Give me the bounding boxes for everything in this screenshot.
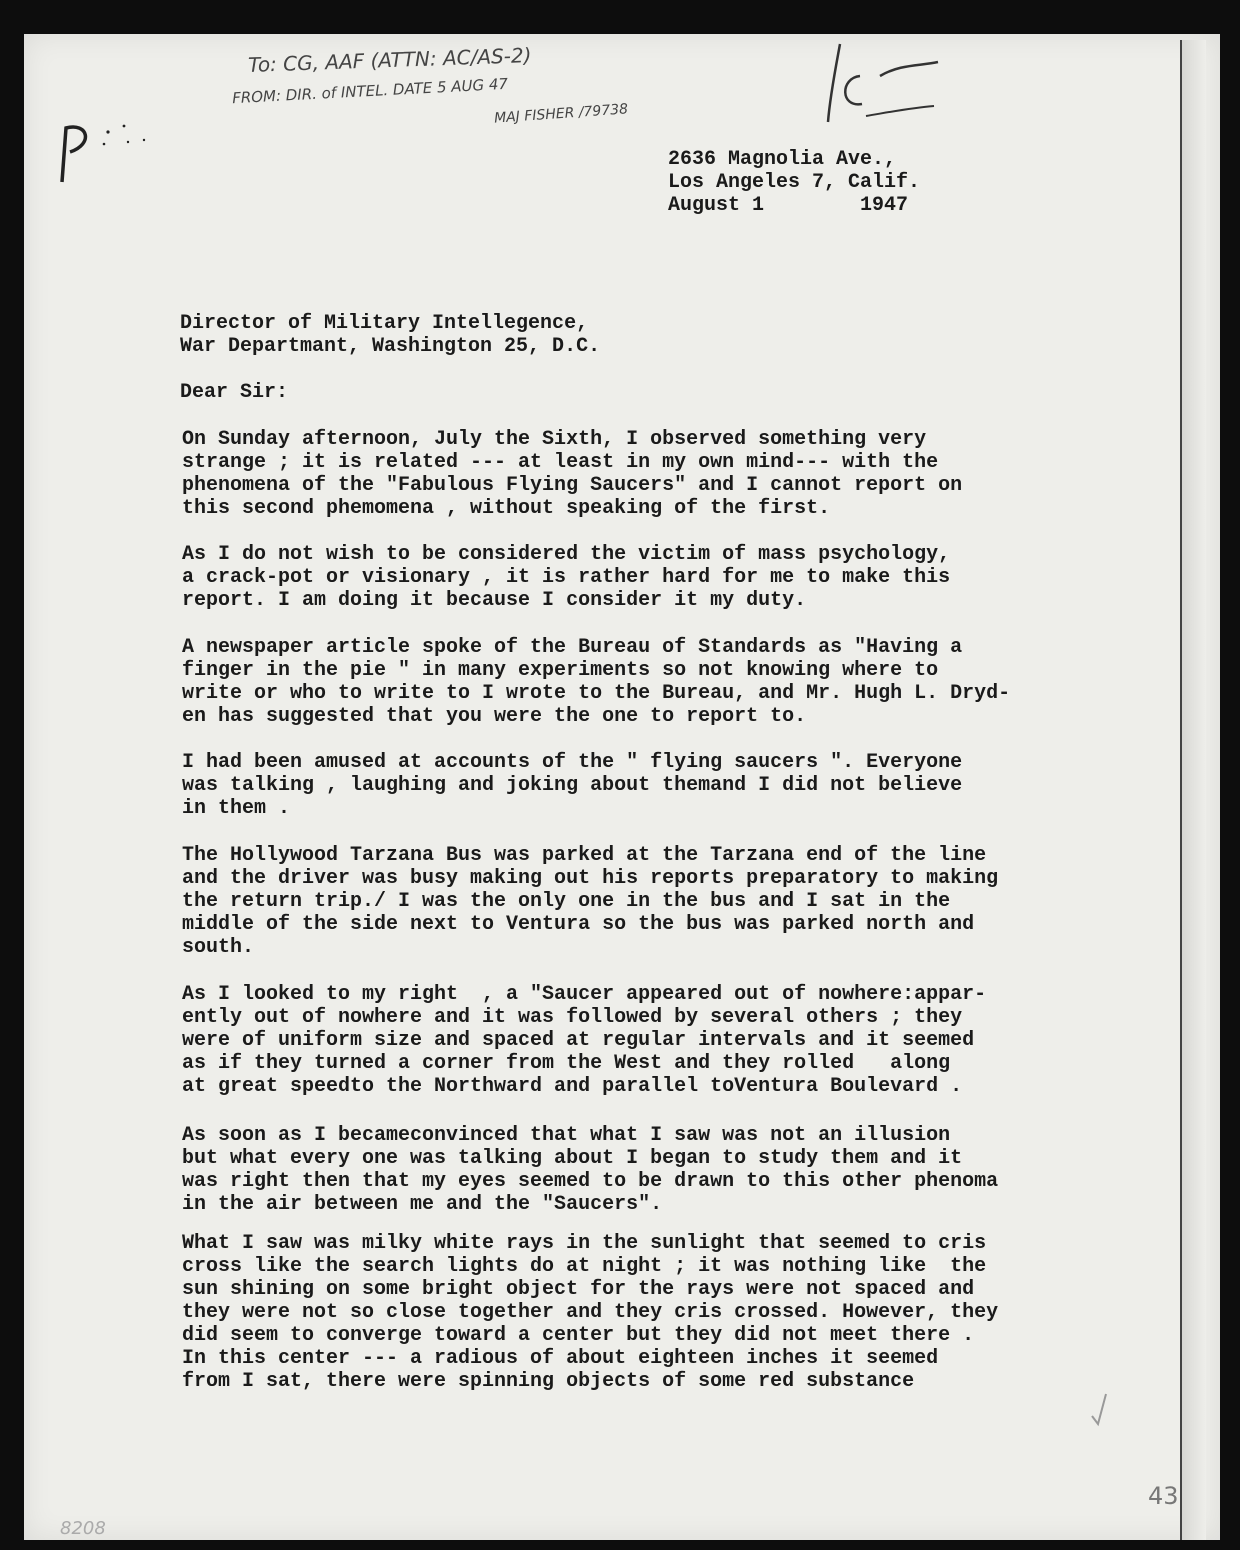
address-date: August 1 1947 (668, 194, 909, 217)
body-paragraph: On Sunday afternoon, July the Sixth, I observed something very strange ; it is related --- at least in my own mind--- with the phenomena of the "Fabulous Flying Saucers" and I cannot report on this second phemomena , without speaking of the first. (182, 428, 963, 520)
address-city: Los Angeles 7, Calif. (668, 171, 921, 194)
check-mark-icon (1088, 1388, 1128, 1428)
page-number: 43 (1148, 1482, 1179, 1510)
recipient-line: War Departmant, Washington 25, D.C. (180, 335, 601, 358)
body-paragraph: The Hollywood Tarzana Bus was parked at the Tarzana end of the line and the driver was busy making out his reports preparatory to making the return trip./ I was the only one in the bus and I sat in the middle of the side next to Ventura so the bus was parked north and south. (182, 844, 999, 959)
handwritten-p-mark-icon (48, 122, 158, 192)
handwritten-routing-from: FROM: DIR. of INTEL. DATE 5 AUG 47 (231, 74, 509, 108)
body-paragraph: As soon as I becameconvinced that what I saw was not an illusion but what every one was talking about I began to study them and it was right then that my eyes seemed to be drawn to this other phenoma in the air between me and the "Saucers". (182, 1124, 999, 1216)
stamp-number: 8208 (60, 1518, 106, 1539)
handwritten-routing-to: To: CG, AAF (ATTN: AC/AS-2) (247, 43, 532, 77)
body-paragraph: A newspaper article spoke of the Bureau of Standards as "Having a finger in the pie " in many experiments so not knowing where to write or who to write to I wrote to the Bureau, and Mr. Hugh L. Dryd- en has suggested that you were the one to report to. (182, 636, 1011, 728)
recipient-block (180, 312, 600, 358)
body-paragraph: What I saw was milky white rays in the sunlight that seemed to cris cross like the search lights do at night ; it was nothing like the sun shining on some bright object for the rays were not spaced and they were not so close together and they cris crossed. However, they did seem to converge toward a center but they did not meet there . In this center --- a radious of about eighteen inches it seemed from I sat, there were spinning objects of some red substance (182, 1232, 999, 1393)
salutation: Dear Sir: (180, 381, 289, 404)
sender-address (668, 148, 920, 217)
recipient-line: Director of Military Intellegence, (180, 312, 589, 335)
handwritten-routing-officer: MAJ FISHER /79738 (493, 101, 629, 127)
body-paragraph: I had been amused at accounts of the " flying saucers ". Everyone was talking , laughing and joking about themand I did not believe in them . (182, 751, 963, 820)
handwritten-initials-icon (810, 36, 950, 126)
address-street: 2636 Magnolia Ave., (668, 148, 897, 171)
page-fold-edge (1180, 40, 1206, 1540)
body-paragraph: As I looked to my right , a "Saucer appeared out of nowhere:appar- ently out of nowhere and it was followed by several others ; they were of uniform size and spaced at regular intervals and it seemed as if they turned a corner from the West and they rolled along at great speedto the Northward and parallel toVentura Boulevard . (182, 983, 987, 1098)
body-paragraph: As I do not wish to be considered the victim of mass psychology, a crack-pot or visionary , it is rather hard for me to make this report. I am doing it because I consider it my duty. (182, 543, 951, 612)
